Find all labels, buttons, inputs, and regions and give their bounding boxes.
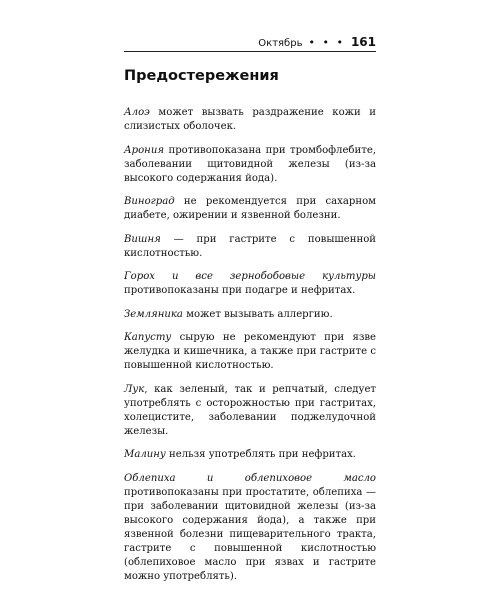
running-head (258, 35, 376, 49)
entry-strawberry (124, 308, 376, 322)
entry-text: может вызвать раздражение кожи и слизистых оболочек. (124, 107, 376, 132)
entry-term: Лук (124, 383, 145, 395)
running-head-dots: • • • (308, 36, 345, 49)
entry-term: Малину (124, 449, 166, 460)
section-title: Предостережения (124, 68, 279, 84)
entry-term: Облепиха и облепиховое масло (124, 472, 376, 484)
entry-onion (124, 383, 376, 439)
entry-cabbage (124, 331, 376, 373)
entry-peas (124, 270, 376, 298)
entry-term: Горох и все зернобобовые культуры (124, 271, 376, 282)
entry-grape (124, 195, 376, 223)
warnings-list (124, 106, 376, 593)
entry-sea-buckthorn (124, 472, 376, 584)
entry-text: противопоказаны при простатите, облепиха — при заболевании щитовидной железы (из-за высокого содержания йода), а также при язвенной болезни пищеварительного тракта, гастрите с повышенной кислотностью (облепиховое масло при язвах и гастрите можно употреблять). (124, 486, 376, 582)
entry-term: Арония (124, 144, 165, 156)
entry-text: противопоказаны при подагре и нефритах. (124, 285, 356, 296)
entry-term: Земляника (124, 308, 183, 320)
entry-aloe (124, 106, 376, 134)
entry-term: Вишня (124, 233, 161, 245)
entry-aronia (124, 144, 376, 186)
entry-text: — при гастрите с повышенной кислотностью. (124, 233, 376, 259)
entry-text: , как зеленый, так и репчатый, следует употреблять с осторожностью при гастритах, холецистите, заболевании поджелудочной железы. (124, 383, 376, 437)
entry-term: Капусту (124, 332, 172, 343)
entry-text: сырую не рекомендуют при язве желудка и кишечника, а также при гастрите с повышенной кислотностью. (124, 332, 376, 371)
entry-text: противопоказана при тромбофлебите, заболевании щитовидной железы (из-за высокого содержания йода). (124, 144, 376, 184)
entry-cherry (124, 233, 376, 261)
entry-text: может вызывать аллергию. (182, 308, 333, 320)
book-page (124, 32, 376, 582)
page-number: 161 (350, 35, 376, 49)
entry-text: не рекомендуется при сахарном диабете, ожирении и язвенной болезни. (124, 196, 376, 221)
entry-term: Виноград (124, 196, 175, 207)
header-rule (124, 51, 376, 52)
entry-term: Алоэ (124, 107, 150, 118)
entry-raspberry (124, 448, 376, 462)
entry-text: нельзя употреблять при нефритах. (165, 449, 357, 460)
running-head-month: Октябрь (258, 38, 303, 49)
